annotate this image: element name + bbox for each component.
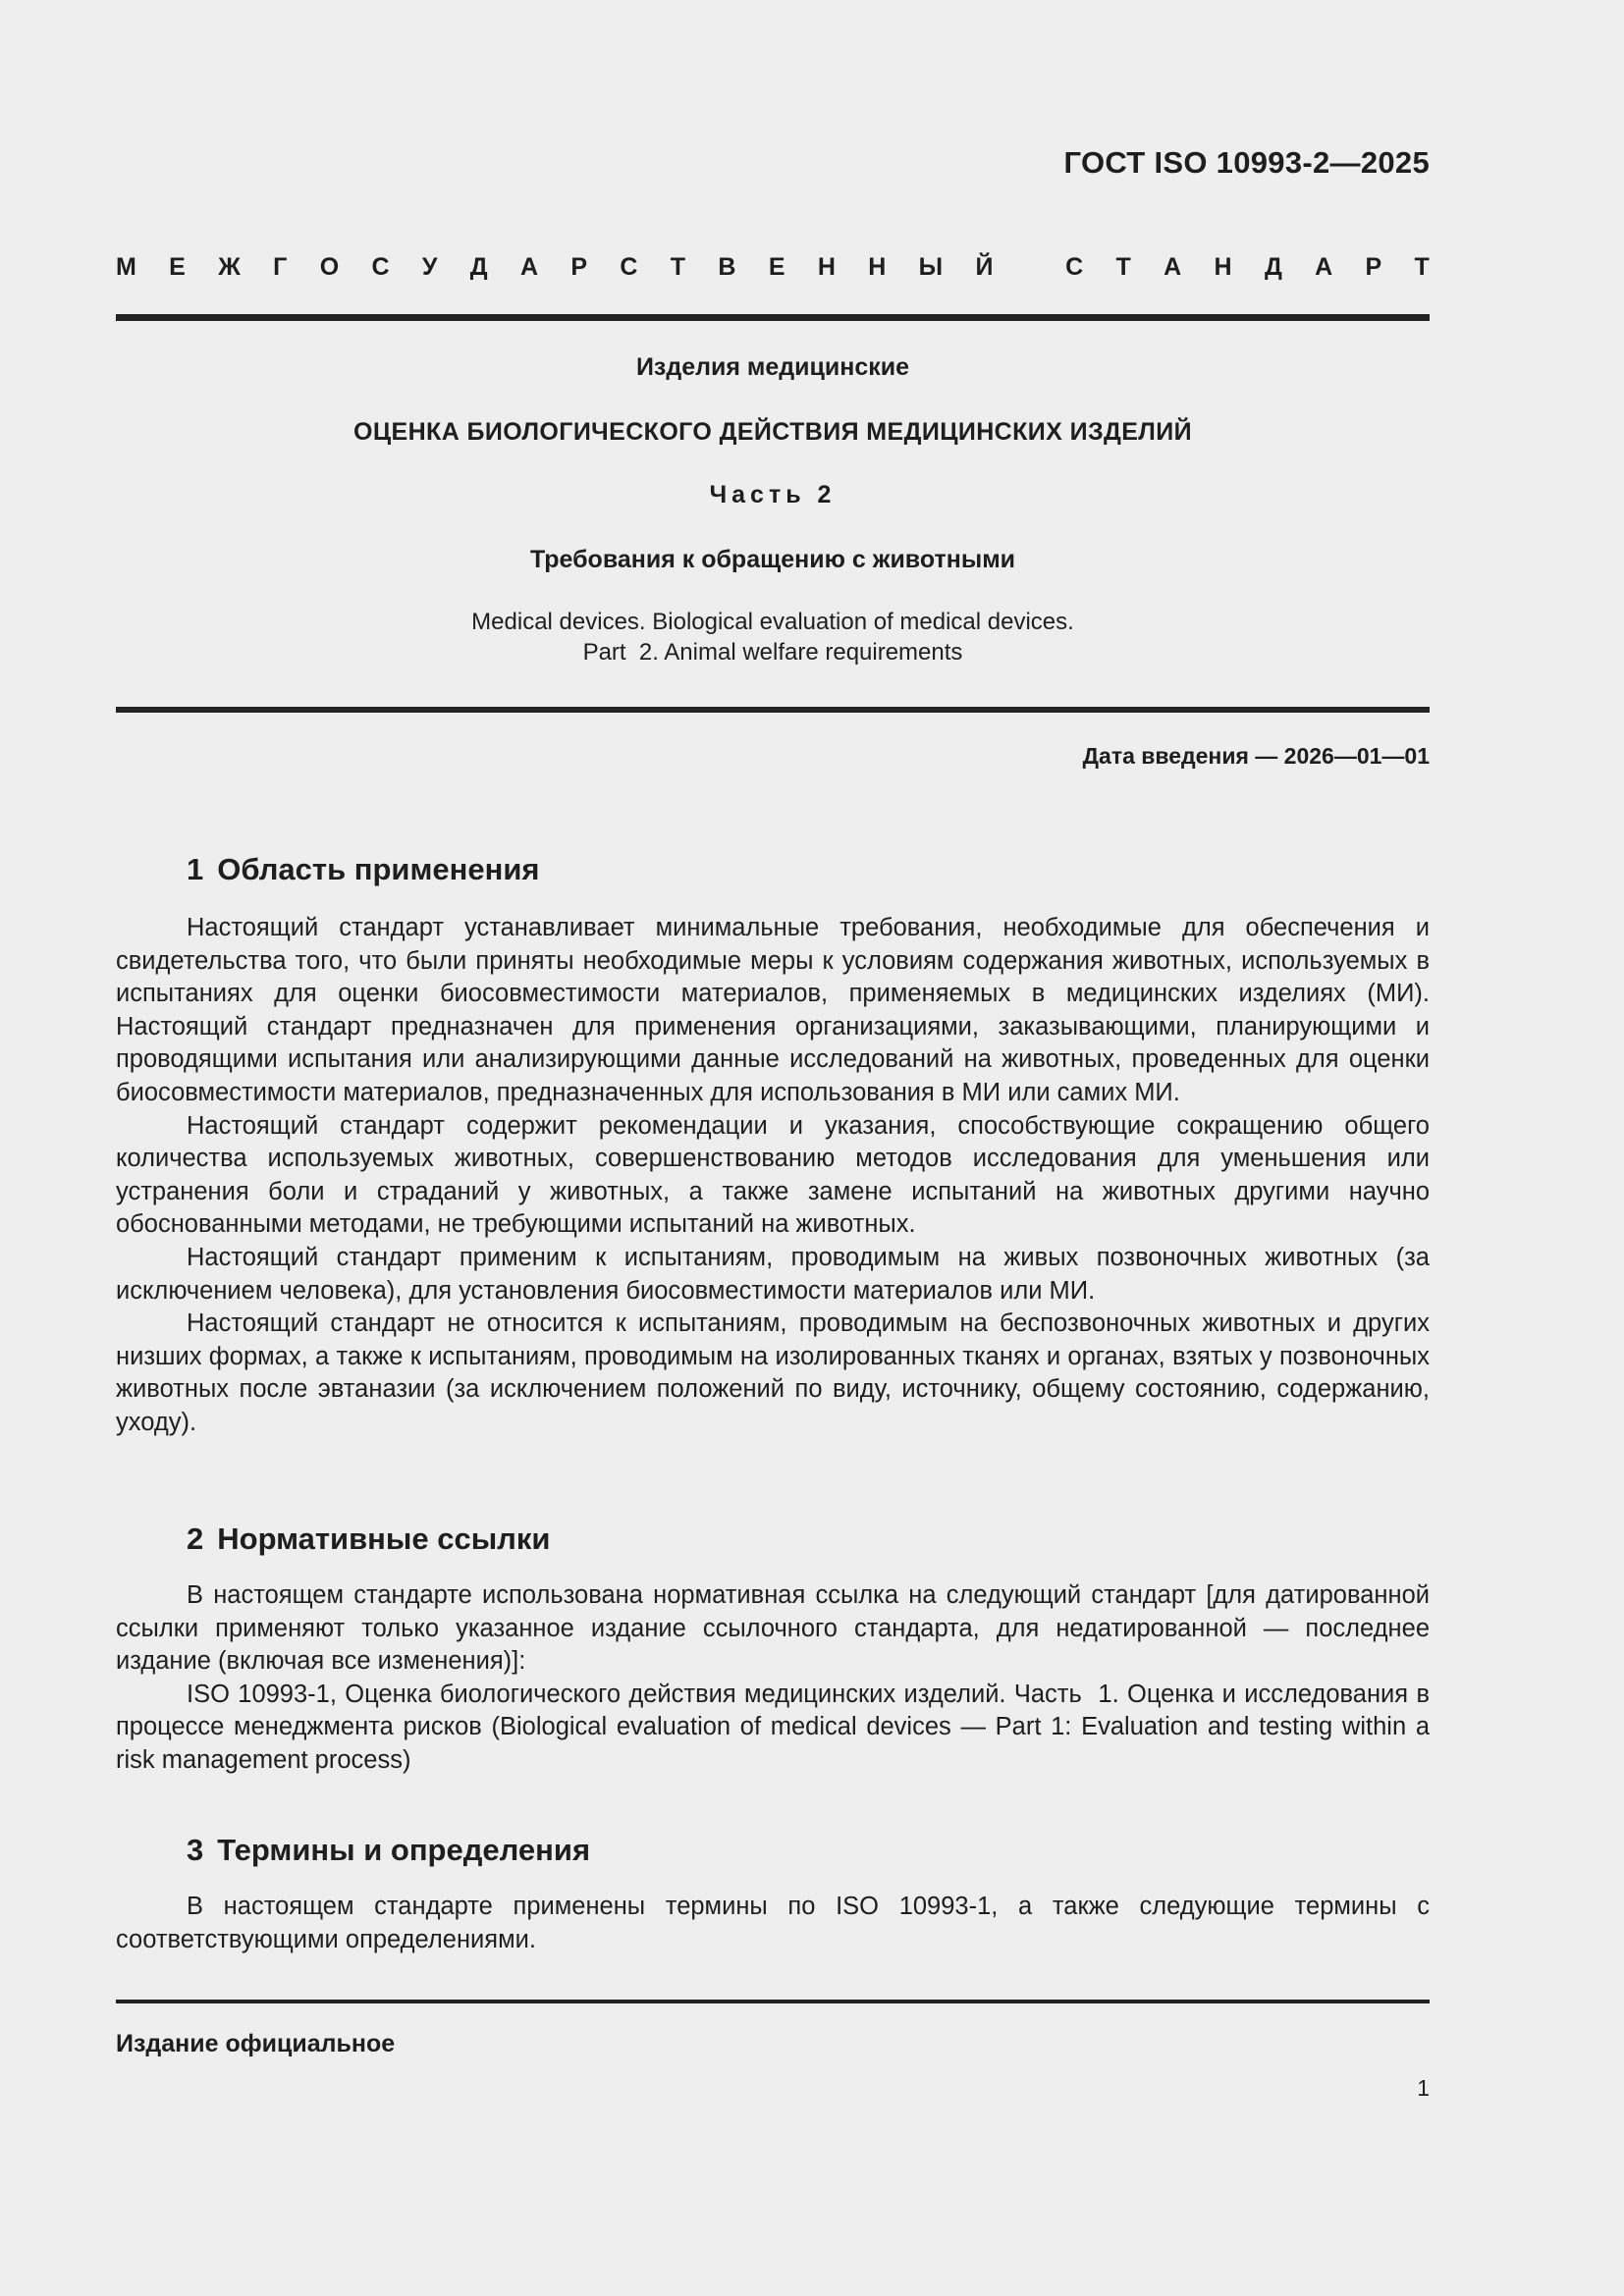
introduction-date: Дата введения — 2026—01—01 [1082, 743, 1430, 769]
heading-letter: Т [670, 253, 686, 281]
section-title: Область применения [217, 852, 540, 886]
section-number: 2 [187, 1522, 204, 1556]
paragraph: В настоящем стандарте использована нормативная ссылка на следующий стандарт [для датированной ссылки применяют только указанное издание ссылочного стандарта, для недатированной — последнее издание (включая все изменения)]: [116, 1581, 1430, 1676]
document-page [116, 0, 1437, 2296]
heading-letter: М [116, 253, 136, 281]
heading-letter: Ы [918, 253, 944, 281]
paragraph: Настоящий стандарт устанавливает минимальные требования, необходимые для обеспечения и свидетельства того, что были приняты необходимые меры к условиям содержания животных, используемых в испытаниях для оценки биосовместимости материалов, применяемых в медицинских изделиях (МИ). Настоящий стандарт предназначен для применения организациями, заказывающими, планирующими и проводящими испытания или анализирующими данные исследований на животных, проведенных для оценки биосовместимости материалов, предназначенных для использования в МИ или самих МИ. [116, 914, 1430, 1106]
heading-letter: Й [975, 253, 994, 281]
heading-letter: А [1315, 253, 1333, 281]
heading-letter: А [1164, 253, 1182, 281]
interstate-standard-heading [116, 253, 1430, 282]
section-2-body [116, 1579, 1437, 1778]
page-number: 1 [1417, 2075, 1430, 2101]
heading-letter: Н [817, 253, 836, 281]
english-title [116, 607, 1430, 667]
heading-letter: Р [570, 253, 588, 281]
section-2-heading [187, 1522, 550, 1557]
word-gap [1026, 253, 1033, 282]
english-title-line-2: Part 2. Animal welfare requirements [582, 639, 963, 666]
heading-letter: Т [1115, 253, 1131, 281]
heading-letter: Г [273, 253, 288, 281]
section-3-body [116, 1891, 1430, 1956]
title-rule [116, 707, 1430, 713]
header-rule [116, 314, 1430, 321]
subtitle: Требования к обращению с животными [529, 546, 1016, 573]
paragraph: В настоящем стандарте применены термины по ISO 10993-1, а также следующие термины с соответствующими определениями. [116, 1893, 1430, 1953]
english-title-line-1: Medical devices. Biological evaluation of medical devices. [471, 609, 1074, 635]
heading-letter: У [421, 253, 438, 281]
official-edition-label: Издание официальное [116, 2030, 396, 2057]
paragraph: Настоящий стандарт содержит рекомендации и указания, способствующие сокращению общего количества используемых животных, совершенствованию методов исследования для уменьшения или устранения боли и страданий у животных, а также замене испытаний на животных другими научно обоснованными методами, не требующими испытаний на животных. [116, 1111, 1430, 1239]
section-number: 1 [187, 852, 204, 886]
heading-letter: А [519, 253, 539, 281]
section-title: Термины и определения [217, 1833, 591, 1867]
paragraph: Настоящий стандарт применим к испытаниям, проводимым на живых позвоночных животных (за исключением человека), для установления биосовместимости материалов или МИ. [116, 1243, 1430, 1305]
products-title: Изделия медицинские [635, 353, 910, 381]
heading-letter: В [718, 253, 736, 281]
heading-letter: С [1065, 253, 1084, 281]
part-title: Часть 2 [709, 481, 837, 508]
heading-letter: Д [1264, 253, 1282, 281]
section-1-heading [187, 852, 540, 887]
heading-letter: Н [868, 253, 887, 281]
heading-letter: О [319, 253, 340, 281]
footer-rule [116, 2000, 1430, 2003]
paragraph: Настоящий стандарт не относится к испытаниям, проводимым на беспозвоночных животных и других низших формах, а также к испытаниям, проводимым на изолированных тканях и органах, взятых у позвоночных животных после эвтаназии (за исключением положений по виду, источнику, общему состоянию, содержанию, уходу). [116, 1309, 1430, 1436]
heading-letter: Н [1214, 253, 1232, 281]
heading-letter: Р [1365, 253, 1382, 281]
heading-letter: Д [469, 253, 488, 281]
paragraph: ISO 10993-1, Оценка биологического действия медицинских изделий. Часть 1. Оценка и исследования в процессе менеджмента рисков (Biological evaluation of medical devices — Part 1: Evaluation and testing within a risk management process) [116, 1680, 1437, 1774]
section-number: 3 [187, 1833, 204, 1867]
heading-letter: С [371, 253, 390, 281]
section-title: Нормативные ссылки [217, 1522, 551, 1556]
heading-letter: Е [768, 253, 785, 281]
section-3-heading [187, 1833, 590, 1868]
heading-letter: Е [169, 253, 186, 281]
section-1-body [116, 912, 1430, 1440]
heading-letter: Ж [218, 253, 241, 281]
heading-letter: Т [1414, 253, 1430, 281]
heading-letter: С [620, 253, 638, 281]
document-id: ГОСТ ISO 10993-2—2025 [1063, 145, 1430, 180]
main-title: ОЦЕНКА БИОЛОГИЧЕСКОГО ДЕЙСТВИЯ МЕДИЦИНСКИХ ИЗДЕЛИЙ [353, 418, 1192, 446]
